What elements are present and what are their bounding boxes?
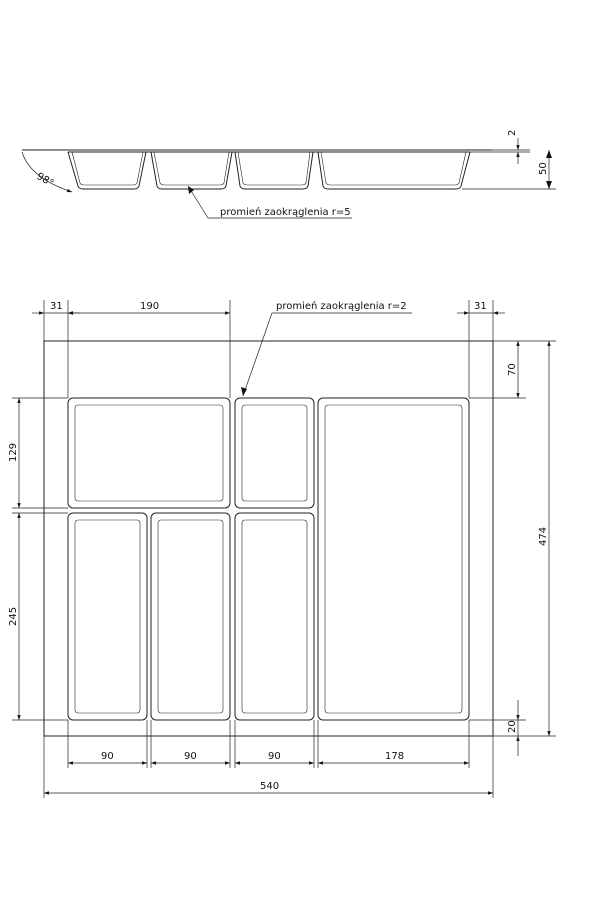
compartment-top-middle (235, 398, 314, 508)
height-arrow-bottom (546, 181, 552, 189)
dim-bottom-margin: 20 (507, 720, 518, 733)
compartment-top-left-outer (68, 398, 230, 508)
compartment-right-inner (325, 405, 462, 713)
dim-left-margin: 31 (50, 301, 63, 312)
compartment-bottom-2-outer (151, 513, 230, 720)
section-compartment-3-inner (238, 152, 310, 185)
section-note-arrow (188, 186, 194, 194)
section-compartment-2-inner (154, 152, 229, 185)
compartment-top-middle-outer (235, 398, 314, 508)
section-compartment-1-inner (72, 152, 143, 185)
compartment-bottom-3-inner (242, 520, 307, 713)
dim-bottom-4: 178 (385, 751, 405, 762)
wall-thickness-label: 2 (507, 129, 518, 136)
section-note: promień zaokrąglenia r=5 (220, 207, 351, 218)
compartment-top-left (68, 398, 230, 508)
dim-total-width: 540 (260, 781, 280, 792)
dim-top-compartment: 190 (140, 301, 160, 312)
dim-bottom-1: 90 (101, 751, 114, 762)
compartment-top-left-inner (75, 405, 223, 501)
compartment-bottom-1-inner (75, 520, 140, 713)
compartment-bottom-2-inner (158, 520, 223, 713)
section-compartment-3 (235, 152, 313, 189)
section-compartment-1 (68, 152, 146, 189)
compartment-bottom-2 (151, 513, 230, 720)
dim-upper-row: 129 (8, 442, 19, 462)
dim-top-margin: 70 (507, 363, 518, 376)
plan-view (8, 300, 556, 798)
angle-label: 98° (34, 171, 56, 190)
dim-lower-row: 245 (8, 606, 19, 626)
compartment-right-tall (318, 398, 469, 720)
outer-frame (44, 341, 493, 736)
dim-right-margin: 31 (474, 301, 487, 312)
compartment-bottom-1-outer (68, 513, 147, 720)
compartment-bottom-3 (235, 513, 314, 720)
compartment-bottom-1 (68, 513, 147, 720)
section-view (22, 130, 556, 218)
dim-bottom-2: 90 (184, 751, 197, 762)
section-compartment-4 (318, 152, 470, 189)
compartment-bottom-3-outer (235, 513, 314, 720)
plan-note-arrow (241, 387, 247, 396)
dim-bottom-3: 90 (268, 751, 281, 762)
compartment-right-outer (318, 398, 469, 720)
dim-total-depth: 474 (538, 526, 549, 546)
height-label: 50 (538, 162, 549, 175)
plan-note: promień zaokrąglenia r=2 (276, 301, 407, 312)
plan-note-leader (243, 313, 272, 396)
compartment-top-middle-inner (242, 405, 307, 501)
height-arrow-top (546, 150, 552, 158)
section-compartment-4-inner (321, 152, 466, 185)
section-compartment-2 (151, 152, 232, 189)
